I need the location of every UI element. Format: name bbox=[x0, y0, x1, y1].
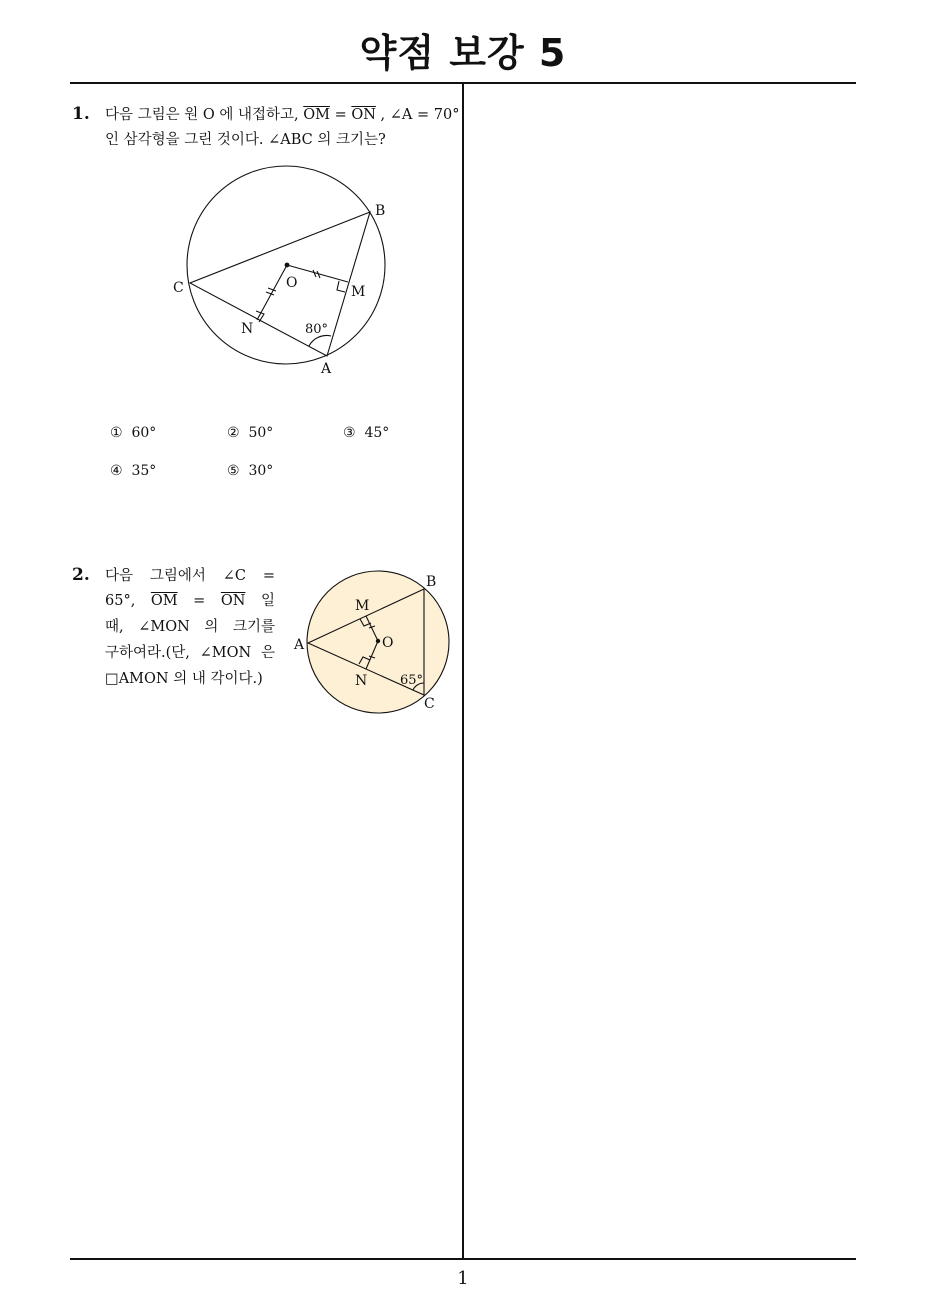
question-1-line-2: 인 삼각형을 그린 것이다. ∠ABC 의 크기는? bbox=[105, 132, 386, 148]
choice-5-text: 30° bbox=[248, 463, 274, 479]
segment-om: $\overline{OM}$ bbox=[303, 107, 330, 123]
label-a: A bbox=[321, 361, 332, 377]
question-2-text-a: 65°, bbox=[105, 593, 151, 609]
choice-3-mark: ③ bbox=[343, 425, 356, 441]
segment-on: $\overline{ON}$ bbox=[351, 107, 376, 123]
equals-sign-2: = bbox=[177, 593, 221, 609]
equals-sign: = bbox=[329, 107, 352, 123]
question-1-text-a: 다음 그림은 원 O 에 내접하고, bbox=[105, 107, 304, 123]
choice-4-text: 35° bbox=[131, 463, 157, 479]
label-m-2: M bbox=[355, 598, 370, 614]
page-title: 약점 보강 5 bbox=[359, 31, 567, 75]
question-1-number: 1. bbox=[72, 104, 90, 124]
label-n: N bbox=[241, 321, 254, 337]
label-c: C bbox=[173, 280, 184, 296]
question-1-text-b: , ∠A = 70° bbox=[375, 107, 460, 123]
label-o-2: O bbox=[382, 635, 394, 651]
choice-2-text: 50° bbox=[248, 425, 274, 441]
label-c-2: C bbox=[424, 696, 435, 712]
question-2-line-3: 때, ∠MON 의 크기를 bbox=[105, 619, 275, 635]
choice-1-text: 60° bbox=[131, 425, 157, 441]
segment-on-2: $\overline{ON}$ bbox=[220, 593, 246, 609]
label-a-2: A bbox=[294, 637, 305, 653]
page-number: 1 bbox=[457, 1268, 469, 1289]
question-2-line-1: 다음 그림에서 ∠C = bbox=[105, 568, 275, 584]
choice-1-mark: ① bbox=[110, 425, 123, 441]
angle-label-80: 80° bbox=[305, 322, 329, 337]
question-2-line-5: □AMON 의 내 각이다.) bbox=[105, 671, 263, 687]
segment-om-2: $\overline{OM}$ bbox=[150, 593, 178, 609]
label-b: B bbox=[375, 203, 386, 219]
choice-5-mark: ⑤ bbox=[227, 463, 240, 479]
label-o: O bbox=[286, 275, 298, 291]
angle-label-65: 65° bbox=[400, 673, 424, 688]
label-n-2: N bbox=[355, 673, 368, 689]
question-2-text-b: 일 bbox=[245, 593, 276, 609]
label-b-2: B bbox=[426, 574, 437, 590]
center-dot-o-2 bbox=[376, 639, 380, 643]
question-2-number: 2. bbox=[72, 565, 90, 585]
choice-3-text: 45° bbox=[364, 425, 390, 441]
label-m: M bbox=[351, 284, 366, 300]
choice-4-mark: ④ bbox=[110, 463, 123, 479]
choice-2-mark: ② bbox=[227, 425, 240, 441]
question-2-line-4: 구하여라.(단, ∠MON 은 bbox=[105, 645, 275, 661]
